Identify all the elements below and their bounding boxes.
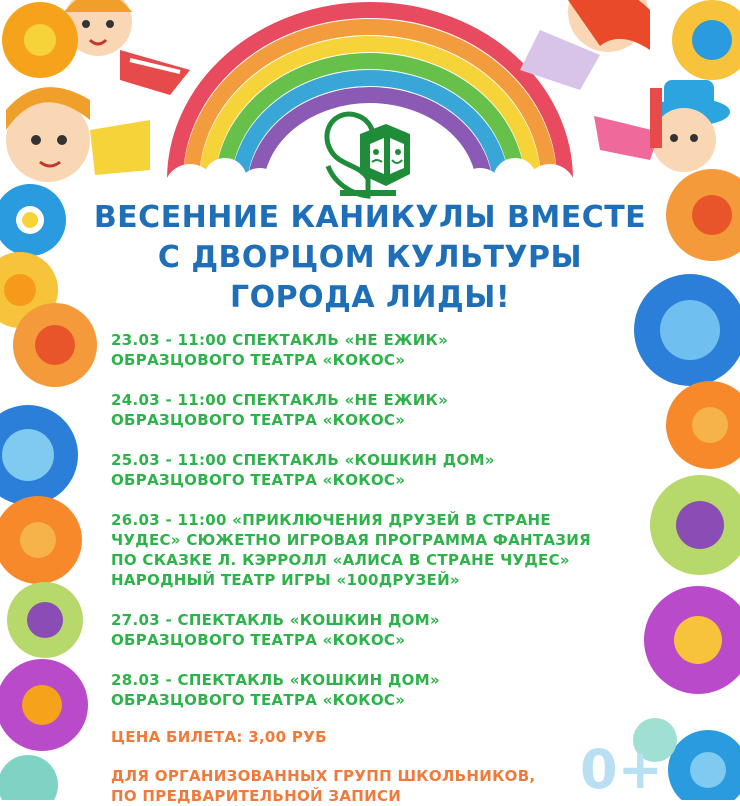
event-line: 28.03 - СПЕКТАКЛЬ «КОШКИН ДОМ» [111, 671, 440, 689]
clay-flower-icon [672, 0, 740, 80]
title-line: С ДВОРЦОМ КУЛЬТУРЫ [157, 240, 583, 275]
title-line: ГОРОДА ЛИДЫ! [230, 280, 510, 315]
clay-flower-icon [0, 659, 88, 751]
event-line: 25.03 - 11:00 СПЕКТАКЛЬ «КОШКИН ДОМ» [111, 451, 495, 469]
event-item [111, 670, 631, 710]
event-line: НАРОДНЫЙ ТЕАТР ИГРЫ «100ДРУЗЕЙ» [111, 571, 460, 589]
poster-title [40, 198, 700, 318]
cartoon-child-icon [64, 0, 190, 95]
event-line: 23.03 - 11:00 СПЕКТАКЛЬ «НЕ ЕЖИК» [111, 331, 449, 349]
event-line: 24.03 - 11:00 СПЕКТАКЛЬ «НЕ ЕЖИК» [111, 391, 449, 409]
clay-flower-icon [7, 582, 83, 658]
ticket-price: ЦЕНА БИЛЕТА: 3,00 РУБ [111, 728, 327, 746]
event-item [111, 330, 631, 370]
event-line: 26.03 - 11:00 «ПРИКЛЮЧЕНИЯ ДРУЗЕЙ В СТРАНЕ [111, 511, 551, 529]
group-note-line: ДЛЯ ОРГАНИЗОВАННЫХ ГРУПП ШКОЛЬНИКОВ, [111, 767, 536, 785]
cartoon-child-icon [594, 80, 730, 172]
clay-flower-icon [0, 405, 78, 505]
event-line: ОБРАЗЦОВОГО ТЕАТРА «КОКОС» [111, 691, 406, 709]
event-line: ОБРАЗЦОВОГО ТЕАТРА «КОКОС» [111, 351, 406, 369]
clay-flower-icon [0, 755, 58, 800]
event-line: ПО СКАЗКЕ Л. КЭРРОЛЛ «АЛИСА В СТРАНЕ ЧУДЕС» [111, 551, 570, 569]
event-item [111, 390, 631, 430]
event-item [111, 610, 631, 650]
group-booking-note [111, 766, 535, 806]
group-note-line: ПО ПРЕДВАРИТЕЛЬНОЙ ЗАПИСИ [111, 787, 402, 805]
clay-flower-icon [644, 586, 740, 694]
event-line: ОБРАЗЦОВОГО ТЕАТРА «КОКОС» [111, 411, 406, 429]
clay-flower-icon [668, 730, 740, 800]
theatre-masks-logo-icon [327, 114, 410, 196]
cartoon-child-icon [6, 87, 150, 182]
clay-flower-icon [0, 496, 82, 584]
title-line: ВЕСЕННИЕ КАНИКУЛЫ ВМЕСТЕ [93, 200, 647, 235]
event-line: 27.03 - СПЕКТАКЛЬ «КОШКИН ДОМ» [111, 611, 440, 629]
event-line: ОБРАЗЦОВОГО ТЕАТРА «КОКОС» [111, 631, 406, 649]
clay-flower-icon [2, 2, 78, 78]
age-rating-badge: 0+ [580, 738, 663, 801]
clay-flower-icon [666, 381, 740, 469]
event-list [111, 330, 631, 730]
event-line: ОБРАЗЦОВОГО ТЕАТРА «КОКОС» [111, 471, 406, 489]
cartoon-child-icon [520, 0, 650, 90]
event-line: ЧУДЕС» СЮЖЕТНО ИГРОВАЯ ПРОГРАММА ФАНТАЗИЯ [111, 531, 591, 549]
event-item [111, 510, 631, 590]
clay-flower-icon [650, 475, 740, 575]
event-item [111, 450, 631, 490]
